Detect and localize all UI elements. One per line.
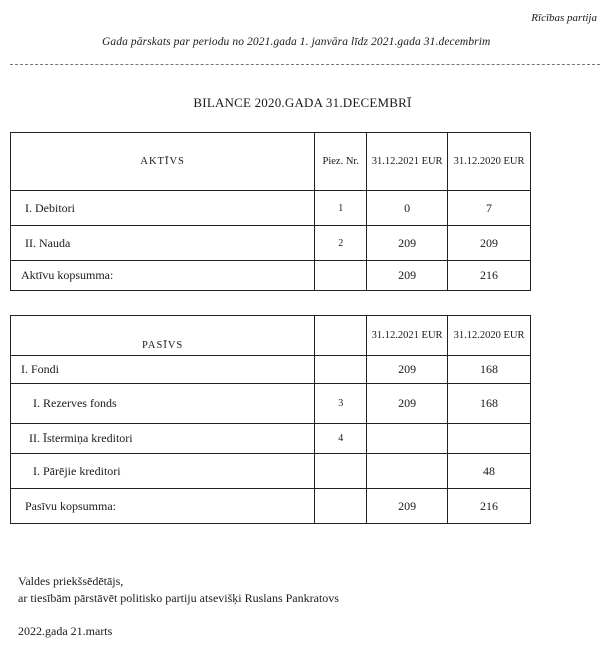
liabilities-heading: PASĪVS [11, 316, 315, 356]
liabilities-total-row [11, 489, 531, 524]
column-2021-header: 31.12.2021 EUR [367, 316, 448, 356]
column-2021-header: 31.12.2021 EUR [367, 133, 448, 191]
row-label: II. Nauda [11, 226, 315, 261]
total-note [315, 261, 367, 291]
table-row [11, 384, 531, 424]
row-note: 3 [315, 384, 367, 424]
total-value-2020: 216 [448, 261, 531, 291]
liabilities-header-row [11, 316, 531, 356]
row-value-2021: 209 [367, 226, 448, 261]
row-value-2020 [448, 424, 531, 454]
total-value-2021: 209 [367, 261, 448, 291]
total-label: Pasīvu kopsumma: [11, 489, 315, 524]
signatory-title: Valdes priekšsēdētājs, [18, 574, 124, 588]
note-column-header [315, 316, 367, 356]
total-value-2020: 216 [448, 489, 531, 524]
row-label: I. Fondi [11, 356, 315, 384]
row-note: 1 [315, 191, 367, 226]
assets-header-row [11, 133, 531, 191]
row-note: 2 [315, 226, 367, 261]
row-value-2020: 168 [448, 384, 531, 424]
row-label: I. Rezerves fonds [11, 384, 315, 424]
assets-total-row [11, 261, 531, 291]
row-label: I. Pārējie kreditori [11, 454, 315, 489]
total-value-2021: 209 [367, 489, 448, 524]
page-title: BILANCE 2020.GADA 31.DECEMBRĪ [193, 95, 412, 110]
signatory-authority: ar tiesībām pārstāvēt politisko partiju atsevišķi Ruslans Pankratovs [18, 591, 339, 605]
total-label: Aktīvu kopsumma: [11, 261, 315, 291]
signature-date: 2022.gada 21.marts [18, 624, 113, 638]
header-divider [10, 64, 600, 65]
assets-table [10, 132, 531, 291]
column-2020-header: 31.12.2020 EUR [448, 316, 531, 356]
row-note [315, 454, 367, 489]
party-name: Rīcības partija [531, 12, 597, 24]
row-value-2020: 168 [448, 356, 531, 384]
row-value-2020: 7 [448, 191, 531, 226]
row-value-2021 [367, 424, 448, 454]
row-note [315, 356, 367, 384]
row-label: I. Debitori [11, 191, 315, 226]
row-value-2020: 48 [448, 454, 531, 489]
liabilities-table [10, 315, 531, 524]
table-row [11, 226, 531, 261]
table-row [11, 454, 531, 489]
total-note [315, 489, 367, 524]
note-column-header: Piez. Nr. [315, 133, 367, 191]
row-value-2021: 0 [367, 191, 448, 226]
table-row [11, 191, 531, 226]
report-period: Gada pārskats par periodu no 2021.gada 1. janvāra līdz 2021.gada 31.decembrim [102, 36, 491, 48]
row-value-2021 [367, 454, 448, 489]
row-note: 4 [315, 424, 367, 454]
row-label: II. Īstermiņa kreditori [11, 424, 315, 454]
row-value-2021: 209 [367, 356, 448, 384]
assets-heading: AKTĪVS [11, 133, 315, 191]
table-row [11, 424, 531, 454]
table-row [11, 356, 531, 384]
column-2020-header: 31.12.2020 EUR [448, 133, 531, 191]
row-value-2021: 209 [367, 384, 448, 424]
row-value-2020: 209 [448, 226, 531, 261]
